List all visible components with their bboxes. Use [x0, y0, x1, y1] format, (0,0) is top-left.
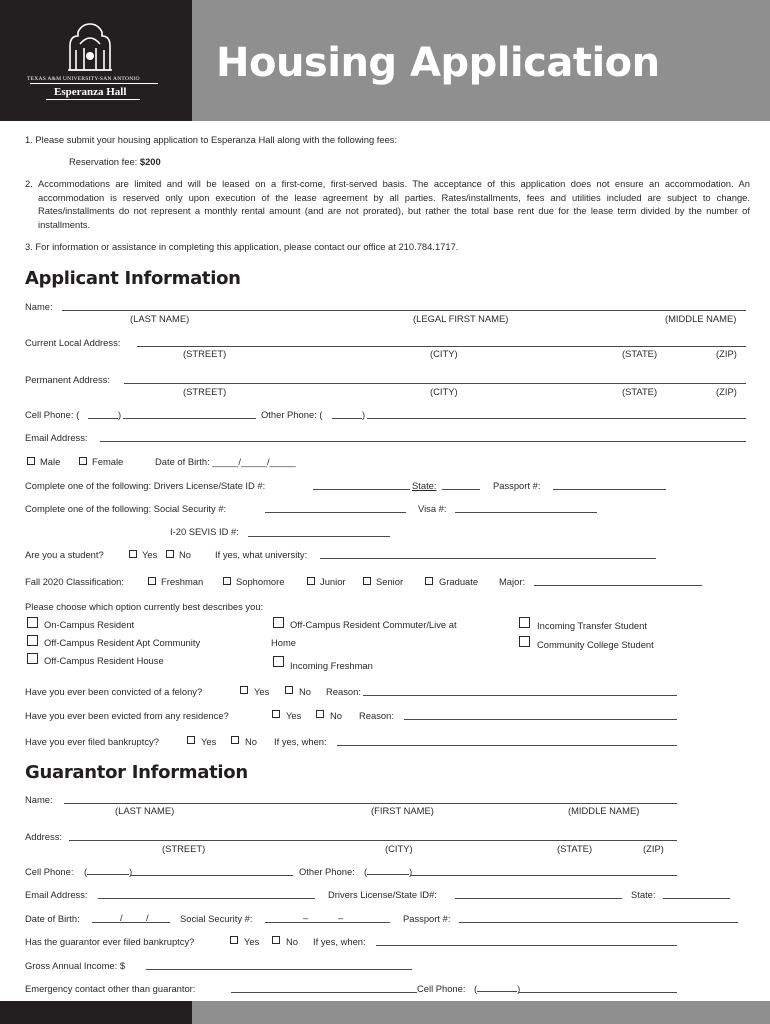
commuter-checkbox[interactable] [273, 617, 284, 628]
evicted-no-label: No [330, 710, 342, 721]
guarantor-cell-field[interactable] [130, 875, 293, 876]
guarantor-last-name-caption: (LAST NAME) [115, 805, 175, 816]
gross-income-label: Gross Annual Income: $ [25, 960, 126, 971]
other-phone-label: Other Phone: ( [261, 409, 323, 420]
ssn-field[interactable] [265, 512, 406, 513]
guarantor-cell-label: Cell Phone: [25, 866, 74, 877]
visa-field[interactable] [455, 512, 597, 513]
ssn-dash-2: – [338, 912, 344, 923]
current-city-caption: (CITY) [430, 348, 458, 359]
senior-checkbox[interactable] [363, 577, 371, 585]
on-campus-checkbox[interactable] [27, 617, 38, 628]
bankruptcy-yes-checkbox[interactable] [187, 736, 195, 744]
bankruptcy-no-label: No [245, 736, 257, 747]
student-question: Are you a student? [25, 549, 104, 560]
email-label: Email Address: [25, 432, 88, 443]
guarantor-bankruptcy-no-checkbox[interactable] [272, 936, 280, 944]
university-name: TEXAS A&M UNIVERSITY-SAN ANTONIO [27, 76, 140, 82]
choose-option-label: Please choose which option currently best describes you: [25, 601, 264, 612]
freshman-label: Freshman [161, 576, 204, 587]
guarantor-dl-label: Drivers License/State ID#: [328, 889, 437, 900]
on-campus-label: On-Campus Resident [44, 619, 135, 630]
applicant-name-label: Name: [25, 301, 53, 312]
guarantor-city-caption: (CITY) [385, 843, 413, 854]
sevis-label: I-20 SEVIS ID #: [170, 526, 239, 537]
applicant-name-field[interactable] [62, 310, 746, 311]
evicted-no-checkbox[interactable] [316, 710, 324, 718]
guarantor-state-field[interactable] [663, 898, 730, 899]
sophomore-label: Sophomore [236, 576, 285, 587]
guarantor-ssn-field[interactable] [265, 922, 390, 923]
felony-reason-label: Reason: [326, 686, 361, 697]
guarantor-address-label: Address: [25, 831, 62, 842]
emergency-cell-label: Cell Phone: [417, 983, 466, 994]
guarantor-first-name-caption: (FIRST NAME) [371, 805, 434, 816]
sophomore-checkbox[interactable] [223, 577, 231, 585]
guarantor-dob-label: Date of Birth: [25, 913, 80, 924]
female-label: Female [92, 456, 124, 467]
guarantor-ssn-label: Social Security #: [180, 913, 253, 924]
instruction-3: 3. For information or assistance in completing this application, please contact our office at 210.784.1717. [25, 241, 459, 252]
applicant-dob-label[interactable]: Date of Birth: _____/_____/_____ [155, 456, 296, 467]
guarantor-other-paren: ( ) [364, 866, 413, 877]
gross-income-field[interactable] [146, 969, 412, 970]
guarantor-cell-paren: ( ) [84, 866, 133, 877]
bankruptcy-when-label: If yes, when: [274, 736, 327, 747]
instruction-2-number: 2. [25, 178, 33, 189]
emergency-cell-field[interactable] [519, 992, 677, 993]
student-yes-checkbox[interactable] [129, 550, 137, 558]
permanent-state-caption: (STATE) [622, 386, 658, 397]
other-paren-close: ) [362, 409, 366, 420]
off-campus-apt-label: Off-Campus Resident Apt Community [44, 637, 201, 648]
off-campus-apt-checkbox[interactable] [27, 635, 38, 646]
guarantor-state-caption: (STATE) [557, 843, 593, 854]
evicted-question: Have you ever been evicted from any residence? [25, 710, 229, 721]
graduate-checkbox[interactable] [425, 577, 433, 585]
cell-phone-label: Cell Phone: ( [25, 409, 80, 420]
guarantor-dob-field[interactable] [92, 922, 170, 923]
senior-label: Senior [376, 576, 404, 587]
permanent-street-caption: (STREET) [183, 386, 227, 397]
complete-ssn-label: Complete one of the following: Social Security #: [25, 503, 227, 514]
permanent-zip-caption: (ZIP) [716, 386, 737, 397]
fee-value: $200 [139, 156, 161, 167]
guarantor-bankruptcy-yes-checkbox[interactable] [230, 936, 238, 944]
bankruptcy-yes-label: Yes [201, 736, 217, 747]
guarantor-email-label: Email Address: [25, 889, 88, 900]
guarantor-middle-name-caption: (MIDDLE NAME) [568, 805, 640, 816]
complete-dl-label: Complete one of the following: Drivers License/State ID #: [25, 480, 266, 491]
other-area-code-field[interactable] [332, 418, 362, 419]
dob-slash-1: / [120, 912, 123, 923]
guarantor-other-field[interactable] [410, 875, 677, 876]
felony-question: Have you ever been convicted of a felony? [25, 686, 203, 697]
male-checkbox[interactable] [27, 457, 35, 465]
student-no-checkbox[interactable] [166, 550, 174, 558]
emergency-contact-label: Emergency contact other than guarantor: [25, 983, 196, 994]
guarantor-bankruptcy-no-label: No [286, 936, 298, 947]
student-no-label: No [179, 549, 191, 560]
current-address-field[interactable] [137, 346, 746, 347]
evicted-reason-label: Reason: [359, 710, 394, 721]
guarantor-bankruptcy-yes-label: Yes [244, 936, 260, 947]
instruction-1: 1. Please submit your housing application to Esperanza Hall along with the following fees: [25, 134, 398, 145]
legal-first-name-caption: (LEGAL FIRST NAME) [413, 313, 509, 324]
off-campus-house-label: Off-Campus Resident House [44, 655, 164, 666]
guarantor-email-field[interactable] [98, 898, 315, 899]
last-name-caption: (LAST NAME) [130, 313, 190, 324]
evicted-yes-checkbox[interactable] [272, 710, 280, 718]
logo-divider-lower [46, 99, 140, 100]
guarantor-name-field[interactable] [64, 803, 677, 804]
logo-divider [30, 83, 158, 84]
bankruptcy-question: Have you ever filed bankruptcy? [25, 736, 159, 747]
male-label: Male [40, 456, 61, 467]
freshman-checkbox[interactable] [148, 577, 156, 585]
cell-paren-close: ) [118, 409, 122, 420]
female-checkbox[interactable] [79, 457, 87, 465]
felony-reason-field[interactable] [363, 695, 677, 696]
transfer-label: Incoming Transfer Student [537, 620, 647, 631]
other-phone-field[interactable] [367, 418, 746, 419]
emergency-cell-paren: ( ) [474, 983, 521, 994]
ssn-dash-1: – [303, 912, 309, 923]
guarantor-zip-caption: (ZIP) [643, 843, 664, 854]
university-field[interactable] [320, 558, 656, 559]
felony-yes-label: Yes [254, 686, 270, 697]
community-college-label: Community College Student [537, 639, 654, 650]
transfer-checkbox[interactable] [519, 617, 530, 628]
instruction-2: Accommodations are limited and will be leased on a first-come, first-served basis. The acceptance of this application does not ensure an accommodation. An accommodation is reserved only upon execution of the lease agreement by all parties. Rates/installments, fees and utilities included are subject to change. Rates/installments do not represent a monthly rental amount (and are not prorated), but rather the total base rent due for the lease term divided by the number of installments. [38, 178, 750, 230]
incoming-freshman-checkbox[interactable] [273, 656, 284, 667]
bankruptcy-no-checkbox[interactable] [231, 736, 239, 744]
passport-field[interactable] [553, 489, 666, 490]
fee-label: Reservation fee: [69, 156, 140, 167]
guarantor-street-caption: (STREET) [162, 843, 206, 854]
junior-checkbox[interactable] [307, 577, 315, 585]
guarantor-dl-field[interactable] [455, 898, 622, 899]
major-field[interactable] [534, 585, 702, 586]
guarantor-name-label: Name: [25, 794, 53, 805]
dob-slash-2: / [146, 912, 149, 923]
middle-name-caption: (MIDDLE NAME) [665, 313, 737, 324]
footer-gray-bar [192, 1001, 770, 1024]
drivers-license-field[interactable] [313, 489, 410, 490]
guarantor-state-label: State: [631, 889, 656, 900]
guarantor-bankruptcy-when-label: If yes, when: [313, 936, 366, 947]
guarantor-bankruptcy-question: Has the guarantor ever filed bankruptcy? [25, 936, 195, 947]
community-college-checkbox[interactable] [519, 636, 530, 647]
page-title: Housing Application [216, 40, 660, 86]
cell-area-code-field[interactable] [88, 418, 118, 419]
permanent-address-label: Permanent Address: [25, 374, 110, 385]
felony-no-checkbox[interactable] [285, 686, 293, 694]
classification-label: Fall 2020 Classification: [25, 576, 125, 587]
permanent-city-caption: (CITY) [430, 386, 458, 397]
bankruptcy-when-field[interactable] [337, 745, 677, 746]
passport-label: Passport #: [493, 480, 541, 491]
dl-state-label: State: [412, 480, 437, 491]
student-yes-label: Yes [142, 549, 158, 560]
graduate-label: Graduate [439, 576, 479, 587]
applicant-section-heading: Applicant Information [25, 268, 241, 289]
current-address-label: Current Local Address: [25, 337, 121, 348]
cell-phone-field[interactable] [123, 418, 256, 419]
guarantor-other-label: Other Phone: [299, 866, 355, 877]
footer-dark-bar [0, 1001, 192, 1024]
esperanza-hall-logo-icon [64, 22, 116, 74]
guarantor-section-heading: Guarantor Information [25, 762, 248, 783]
current-street-caption: (STREET) [183, 348, 227, 359]
dl-state-field[interactable] [442, 489, 480, 490]
guarantor-passport-label: Passport #: [403, 913, 451, 924]
current-state-caption: (STATE) [622, 348, 658, 359]
hall-name: Esperanza Hall [54, 86, 127, 98]
what-university-label: If yes, what university: [215, 549, 308, 560]
major-label: Major: [499, 576, 526, 587]
off-campus-house-checkbox[interactable] [27, 653, 38, 664]
guarantor-passport-field[interactable] [459, 922, 738, 923]
permanent-address-field[interactable] [124, 383, 746, 384]
sevis-field[interactable] [248, 536, 390, 537]
email-field[interactable] [100, 441, 746, 442]
emergency-contact-field[interactable] [231, 992, 417, 993]
guarantor-address-field[interactable] [69, 840, 677, 841]
commuter-label-cont: Home [271, 637, 297, 648]
evicted-reason-field[interactable] [404, 719, 677, 720]
commuter-label: Off-Campus Resident Commuter/Live at [290, 619, 457, 630]
felony-yes-checkbox[interactable] [240, 686, 248, 694]
reservation-fee [69, 156, 161, 167]
current-zip-caption: (ZIP) [716, 348, 737, 359]
visa-label: Visa #: [418, 503, 447, 514]
evicted-yes-label: Yes [286, 710, 302, 721]
junior-label: Junior [320, 576, 346, 587]
felony-no-label: No [299, 686, 311, 697]
guarantor-bankruptcy-when-field[interactable] [376, 945, 677, 946]
incoming-freshman-label: Incoming Freshman [290, 660, 373, 671]
